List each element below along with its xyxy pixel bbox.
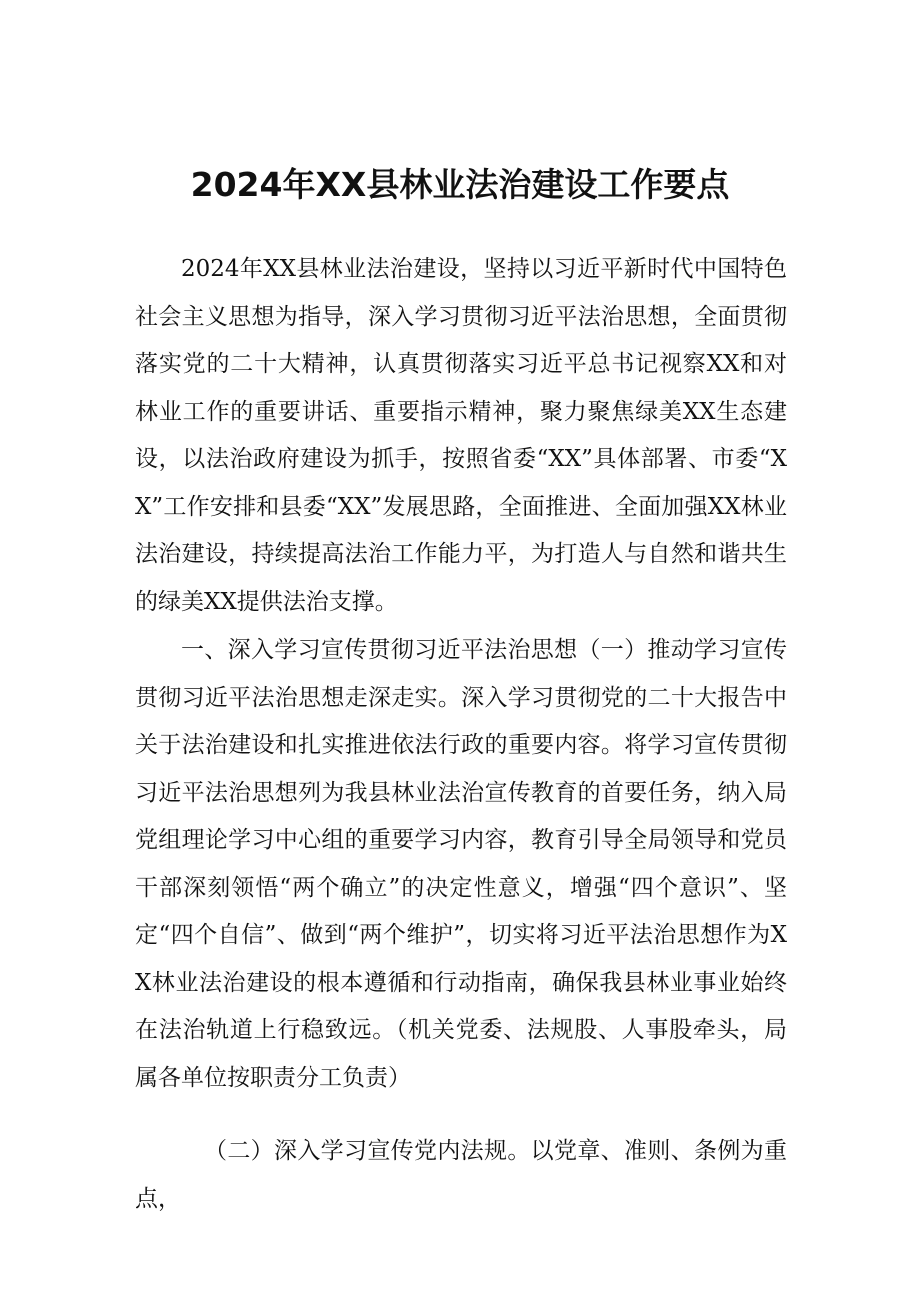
paragraph-intro: 2024年XX县林业法治建设，坚持以习近平新时代中国特色社会主义思想为指导，深入学习贯彻习近平法治思想，全面贯彻落实党的二十大精神，认真贯彻落实习近平总书记视察XX和对林业工作的重要讲话、重要指示精神，聚力聚焦绿美XX生态建设，以法治政府建设为抓手，按照省委“XX”具体部署、市委“XX”工作安排和县委“XX”发展思路，全面推进、全面加强XX林业法治建设，持续提高法治工作能力平，为打造人与自然和谐共生的绿美XX提供法治支撑。: [135, 256, 787, 615]
paragraph-section-one: 一、深入学习宣传贯彻习近平法治思想（一）推动学习宣传贯彻习近平法治思想走深走实。深入学习贯彻党的二十大报告中关于法治建设和扎实推进依法行政的重要内容。将学习宣传贯彻习近平法治思想列为我县林业法治宣传教育的首要任务，纳入局党组理论学习中心组的重要学习内容，教育引导全局领导和党员干部深刻领悟“两个确立”的决定性意义，增强“四个意识”、坚定“四个自信”、做到“两个维护”，切实将习近平法治思想作为XX林业法治建设的根本遵循和行动指南，确保我县林业事业始终在法治轨道上行稳致远。（机关党委、法规股、人事股牵头，局属各单位按职责分工负责）: [135, 637, 787, 1091]
document-title: 2024年XX县林业法治建设工作要点: [190, 165, 730, 204]
paragraph-subsection-two: （二）深入学习宣传党内法规。以党章、准则、条例为重点，: [135, 1138, 787, 1212]
